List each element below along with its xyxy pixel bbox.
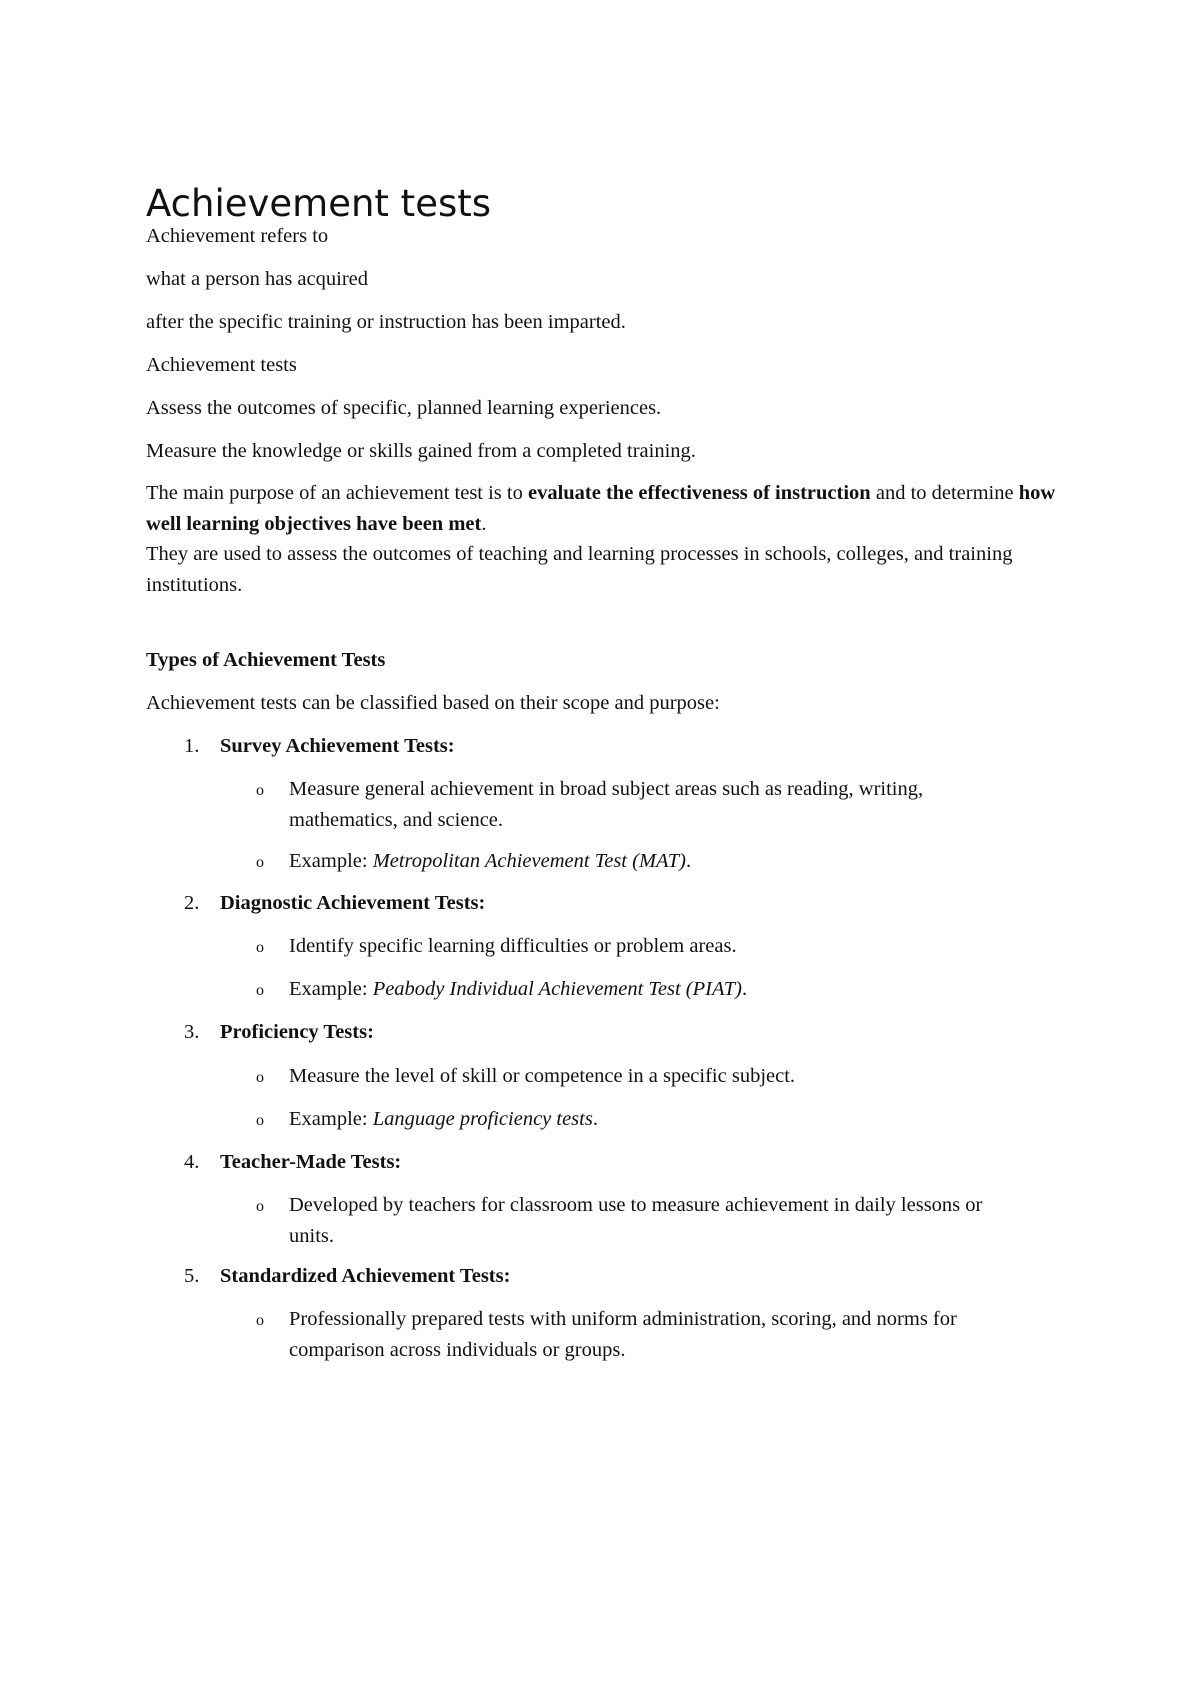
example-title: Language proficiency tests [372,1108,593,1130]
purpose-text: . [481,512,487,535]
bullet-mark: o [256,854,264,871]
bullet-mark: o [256,782,264,799]
bullet-text: Measure general achievement in broad subject areas such as reading, writing, mathematics, and science. [289,778,924,831]
sub-bullet [256,1190,1200,1251]
bullet-text [289,846,1024,877]
example-prefix: Example: [289,850,373,872]
sub-bullet [256,1304,1200,1365]
bullet-mark: o [256,982,264,999]
list-number: 1. [184,735,200,757]
list-number: 4. [184,1151,200,1173]
example-suffix: . [592,1108,598,1130]
bullet-text [289,1104,1024,1135]
bullet-text: Professionally prepared tests with uniform administration, scoring, and norms for comparison across individuals or groups. [289,1308,957,1361]
bullet-mark: o [256,1112,264,1129]
bullet-text: Developed by teachers for classroom use to measure achievement in daily lessons or units. [289,1194,983,1247]
purpose-emphasis: how well learning objectives have been met [146,482,1056,535]
sub-bullet [256,974,1200,1005]
example-suffix: . [741,978,748,1000]
list-item-label: Diagnostic Achievement Tests: [220,892,486,914]
purpose-emphasis: evaluate the effectiveness of instruction [527,482,871,504]
list-item-label: Survey Achievement Tests: [220,735,455,757]
list-number: 2. [184,892,200,914]
section-intro: Achievement tests can be classified based on their scope and purpose: [146,692,720,714]
intro-line: Measure the knowledge or skills gained from a completed training. [146,440,696,462]
sub-bullet [256,1061,1200,1092]
sub-bullet [256,1104,1200,1135]
section-heading: Types of Achievement Tests [146,649,386,671]
list-item-label: Proficiency Tests: [220,1021,374,1043]
purpose-paragraph [146,478,1066,600]
purpose-text: They are used to assess the outcomes of teaching and learning processes in schools, colleges, and training institutions. [146,543,1013,596]
purpose-text: and to determine [870,482,1019,504]
example-suffix: . [686,850,692,872]
list-item [184,731,455,761]
list-number: 5. [184,1265,200,1287]
purpose-text: The main purpose of an achievement test is to [146,482,528,504]
intro-line: Achievement tests [146,354,297,376]
list-number: 3. [184,1021,200,1043]
list-item [184,1147,401,1177]
bullet-text [289,974,1024,1005]
sub-bullet [256,846,1200,877]
list-item [184,888,485,918]
list-item-label: Standardized Achievement Tests: [220,1265,511,1287]
bullet-text: Measure the level of skill or competence in a specific subject. [289,1065,796,1087]
sub-bullet [256,931,1200,962]
list-item [184,1261,510,1291]
example-title: Metropolitan Achievement Test (MAT) [372,850,687,872]
bullet-mark: o [256,939,264,956]
sub-bullet [256,774,1200,835]
page-title: Achievement tests [146,182,492,225]
list-item [184,1017,374,1047]
bullet-text: Identify specific learning difficulties or problem areas. [289,935,737,957]
example-prefix: Example: [289,1108,373,1130]
intro-line: Assess the outcomes of specific, planned learning experiences. [146,397,662,419]
intro-line: after the specific training or instruction has been imparted. [146,311,626,333]
list-item-label: Teacher-Made Tests: [220,1151,402,1173]
bullet-mark: o [256,1069,264,1086]
intro-line: Achievement refers to [146,225,329,247]
bullet-mark: o [256,1198,264,1215]
example-prefix: Example: [289,978,373,1000]
bullet-mark: o [256,1312,264,1329]
example-title: Peabody Individual Achievement Test (PIAT) [372,978,742,1000]
intro-line: what a person has acquired [146,268,368,290]
